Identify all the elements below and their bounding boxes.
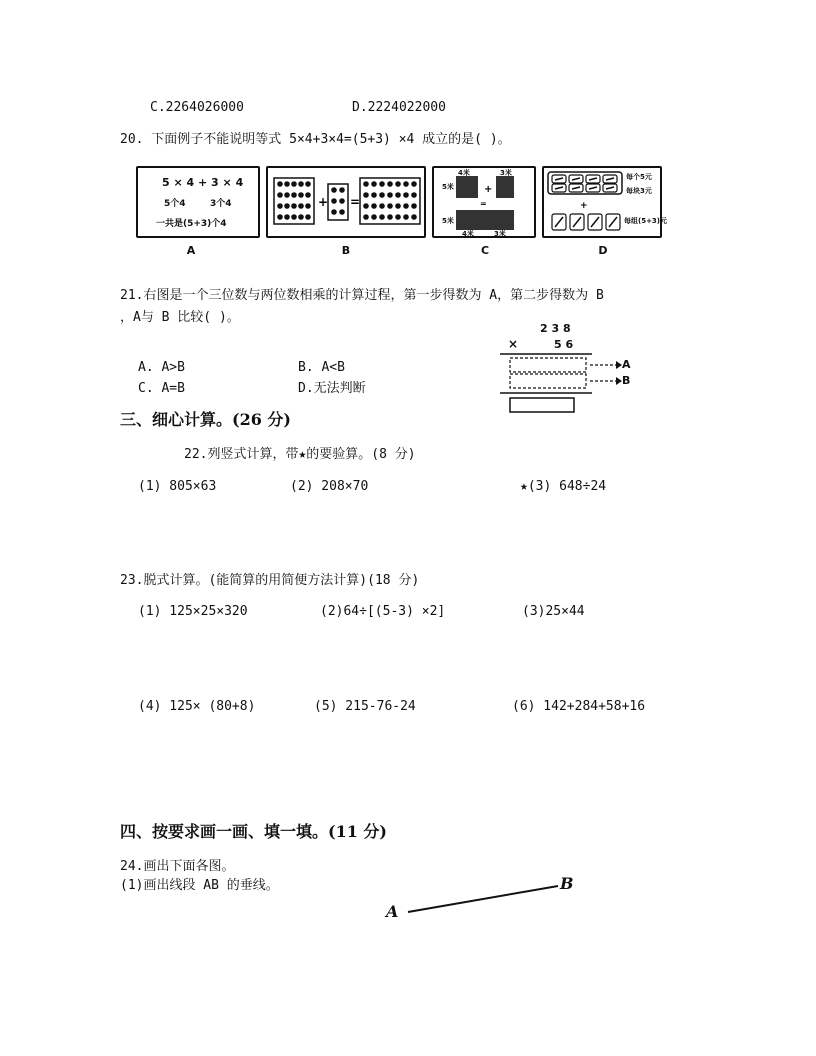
q23-item-1: (1) 125×25×320 [138, 604, 248, 619]
q21-product-box [510, 398, 574, 412]
fig-b-dot [291, 192, 297, 198]
q24-sub1: (1)画出线段 AB 的垂线。 [120, 878, 279, 893]
fig-b-dot [298, 214, 304, 220]
fig-b-middle-frame [328, 184, 348, 220]
fig-d-item-mark [555, 178, 563, 180]
fig-b-dot [371, 192, 377, 198]
fig-b-dot [363, 192, 369, 198]
fig-c-label-4: 5米 [442, 217, 454, 225]
q21-option-b: B. A<B [298, 360, 345, 375]
fig-d-item-mark [589, 178, 597, 180]
q21-partial-b-box [510, 374, 586, 388]
q20-figure-d [542, 166, 668, 238]
q20-caption-b: B [341, 244, 351, 257]
fig-b-dot [277, 203, 283, 209]
fig-b-dot [277, 181, 283, 187]
fig-b-dot [291, 181, 297, 187]
q23-item-2: (2)64÷[(5-3) ×2] [320, 604, 446, 619]
fig-b-plus: + [318, 195, 329, 209]
fig-a-left-note: 5个4 [164, 199, 186, 209]
fig-b-dot [331, 198, 337, 204]
fig-b-dot [291, 203, 297, 209]
q23-item-5: (5) 215-76-24 [314, 699, 416, 714]
fig-b-dot-arrays [268, 168, 424, 236]
q21-option-a: A. A>B [138, 360, 185, 375]
fig-b-dot [371, 203, 377, 209]
fig-b-dot [363, 214, 369, 220]
q24-label-b: B [560, 874, 574, 893]
fig-b-dot [363, 203, 369, 209]
fig-b-dot [371, 214, 377, 220]
q21-label-b: B [622, 374, 631, 387]
section3-heading: 三、细心计算。(26 分) [120, 410, 291, 429]
fig-b-dot [298, 192, 304, 198]
q20-figure-a [136, 166, 260, 238]
fig-a-right-note: 3个4 [210, 199, 232, 209]
fig-b-dot [305, 203, 311, 209]
fig-b-dot [387, 192, 393, 198]
q21-top-number: 2 3 8 [540, 322, 571, 335]
q19-option-c: C.2264026000 [150, 100, 244, 115]
fig-b-dot [277, 192, 283, 198]
q22-item-1: (1) 805×63 [138, 479, 217, 494]
fig-b-dot [387, 214, 393, 220]
fig-d-note-1: 每个5元 [626, 173, 652, 181]
fig-b-dot [363, 181, 369, 187]
fig-b-dot [395, 181, 401, 187]
fig-b-dot [305, 192, 311, 198]
fig-d-item-mark [555, 217, 563, 227]
fig-a-total-note: 一共是(5+3)个4 [156, 219, 227, 229]
q21-label-a: A [622, 358, 631, 371]
fig-d-item-mark [609, 217, 617, 227]
q21-bottom-number: 5 6 [554, 338, 574, 351]
q23-item-3: (3)25×44 [522, 604, 585, 619]
fig-b-dot [284, 203, 290, 209]
fig-b-dot [379, 214, 385, 220]
q21-stem-line2: ，A与 B 比较( )。 [120, 310, 240, 325]
q21-multiplication-figure [496, 318, 646, 418]
fig-b-dot [411, 203, 417, 209]
fig-b-dot [277, 214, 283, 220]
fig-b-dot [371, 181, 377, 187]
fig-b-dot [331, 187, 337, 193]
q23-item-4: (4) 125× (80+8) [138, 699, 256, 714]
fig-b-dot [284, 181, 290, 187]
fig-b-dot [284, 192, 290, 198]
q22-stem: 22.列竖式计算，带★的要验算。(8 分) [184, 447, 416, 462]
fig-b-dot [403, 203, 409, 209]
fig-b-dot [331, 209, 337, 215]
q24-segment-ab [380, 872, 580, 928]
fig-c-label-5: 4米 [462, 230, 474, 238]
fig-c-rect-3 [456, 210, 514, 230]
q20-caption-d: D [598, 244, 608, 257]
fig-b-dot [411, 192, 417, 198]
fig-b-dot [395, 214, 401, 220]
q20-caption-a: A [186, 244, 196, 257]
fig-b-dot [395, 203, 401, 209]
fig-b-dot [387, 181, 393, 187]
fig-b-dot [291, 214, 297, 220]
fig-d-item-mark [572, 187, 580, 189]
fig-c-label-2: 3米 [500, 169, 512, 177]
fig-b-dot [339, 198, 345, 204]
fig-b-dot [298, 181, 304, 187]
q21-stem-line1: 21.右图是一个三位数与两位数相乘的计算过程，第一步得数为 A，第二步得数为 B [120, 288, 604, 303]
fig-b-dot [395, 192, 401, 198]
fig-b-dot [305, 181, 311, 187]
q20-figure-b [266, 166, 426, 238]
fig-d-item-mark [589, 187, 597, 189]
fig-d-item-mark [573, 217, 581, 227]
fig-b-equals: = [350, 195, 361, 209]
fig-d-note-2: 每块3元 [626, 187, 652, 195]
fig-c-rect-1 [456, 176, 478, 198]
fig-c-equals: = [480, 199, 487, 208]
q21-option-d: D.无法判断 [298, 381, 366, 396]
q21-partial-a-box [510, 358, 586, 372]
fig-b-dot [403, 214, 409, 220]
q22-item-3: ★(3) 648÷24 [520, 479, 607, 494]
fig-a-expression: 5 × 4 + 3 × 4 [162, 176, 244, 189]
fig-d-item-mark [555, 187, 563, 189]
fig-c-plus: + [484, 184, 493, 195]
q21-option-c: C. A=B [138, 381, 185, 396]
q20-stem: 20. 下面例子不能说明等式 5×4+3×4=(5+3) ×4 成立的是( )。 [120, 132, 511, 147]
q20-caption-c: C [480, 244, 490, 257]
q24-stem: 24.画出下面各图。 [120, 859, 235, 874]
fig-b-dot [339, 209, 345, 215]
fig-b-dot [403, 181, 409, 187]
fig-c-rect-2 [496, 176, 514, 198]
fig-b-dot [298, 203, 304, 209]
fig-b-dot [339, 187, 345, 193]
fig-b-dot [379, 203, 385, 209]
q21-times-sign: × [508, 337, 519, 351]
fig-d-item-mark [606, 187, 614, 189]
fig-c-label-3: 5米 [442, 183, 454, 191]
fig-d-item-mark [572, 178, 580, 180]
q23-stem: 23.脱式计算。(能简算的用简便方法计算)(18 分) [120, 573, 420, 588]
q24-label-a: A [386, 902, 399, 921]
fig-d-item-mark [591, 217, 599, 227]
fig-b-dot [379, 192, 385, 198]
section4-heading: 四、按要求画一画、填一填。(11 分) [120, 822, 387, 841]
fig-d-plus: + [580, 201, 588, 211]
fig-c-label-1: 4米 [458, 169, 470, 177]
fig-b-dot [387, 203, 393, 209]
fig-b-dot [403, 192, 409, 198]
q19-option-d: D.2224022000 [352, 100, 446, 115]
fig-c-label-6: 3米 [494, 230, 506, 238]
fig-d-item-mark [606, 178, 614, 180]
fig-b-dot [411, 181, 417, 187]
fig-b-dot [379, 181, 385, 187]
q20-figure-c [432, 166, 536, 238]
fig-b-dot [305, 214, 311, 220]
fig-b-dot [411, 214, 417, 220]
q22-item-2: (2) 208×70 [290, 479, 369, 494]
q23-item-6: (6) 142+284+58+16 [512, 699, 646, 714]
fig-b-dot [284, 214, 290, 220]
fig-d-note-3: 每组(5+3)元 [624, 217, 668, 225]
